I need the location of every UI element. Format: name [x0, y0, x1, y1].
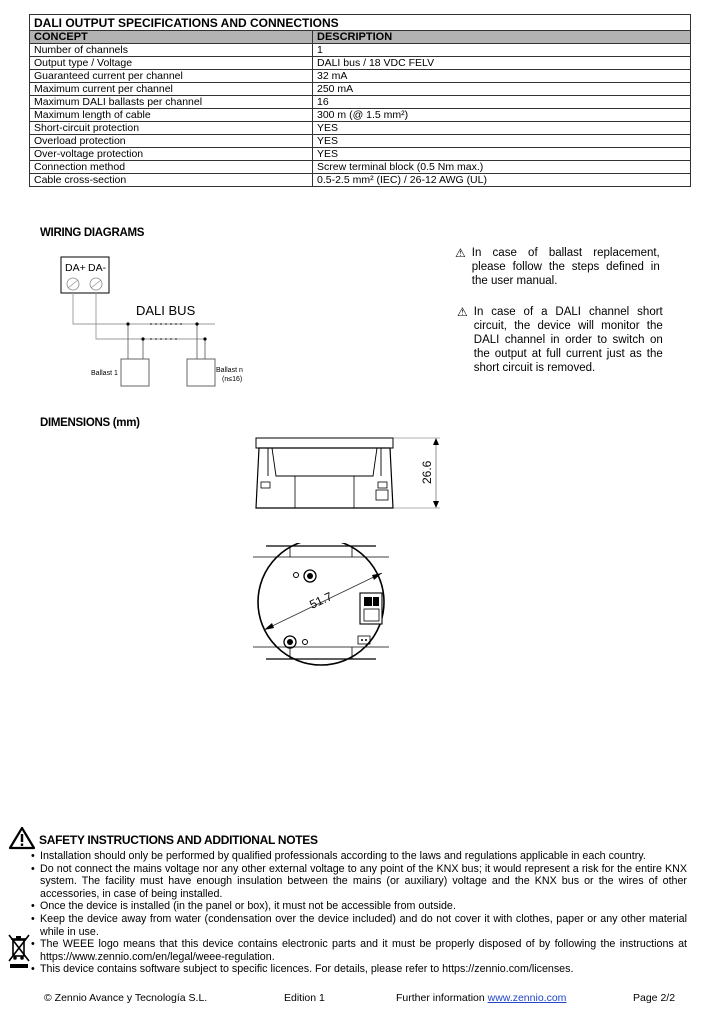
cell-description: YES — [313, 148, 691, 161]
table-row — [30, 174, 691, 187]
cell-description: Screw terminal block (0.5 Nm max.) — [313, 161, 691, 174]
cell-description: YES — [313, 135, 691, 148]
note-short-circuit — [457, 305, 663, 375]
footer-page-number: Page 2/2 — [633, 992, 676, 1004]
cell-description: 0.5-2.5 mm² (IEC) / 26-12 AWG (UL) — [313, 174, 691, 187]
weee-bin-icon — [8, 932, 30, 972]
list-item: • This device contains software subject to specific licences. For details, please refer to https://zennio.com/licenses. — [31, 963, 687, 976]
ballast-n-box — [187, 359, 215, 386]
ballast-n-label: Ballast n — [216, 367, 243, 374]
safety-list — [31, 850, 687, 976]
footer-edition: Edition 1 — [284, 992, 325, 1004]
note-text: In case of a DALI channel short circuit, the device will monitor the DALI channel in order to switch on the output at full current just as the short circuit is removed. — [473, 306, 663, 374]
cell-concept: Maximum current per channel — [30, 83, 313, 96]
height-dimension-label: 26.6 — [420, 460, 434, 484]
cell-concept: Maximum DALI ballasts per channel — [30, 96, 313, 109]
ballast-n-limit: (n≤16) — [222, 376, 243, 383]
column-header-description: DESCRIPTION — [313, 31, 691, 44]
list-item: • Do not connect the mains voltage nor any other external voltage to any point of the KNX bus; it would represent a risk for the entire KNX system. The facility must have enough insulation between the mains (or auxiliary) voltage and the KNX bus or the wires of other accessories, in case of being installed. — [31, 863, 687, 901]
cell-concept: Maximum length of cable — [30, 109, 313, 122]
cell-concept: Short-circuit protection — [30, 122, 313, 135]
footer-company: © Zennio Avance y Tecnología S.L. — [44, 992, 208, 1004]
column-header-concept: CONCEPT — [30, 31, 313, 44]
warning-icon — [8, 826, 36, 850]
spec-table-header — [30, 31, 691, 44]
table-row — [30, 148, 691, 161]
footer-further-prefix: Further information — [396, 992, 488, 1004]
cell-concept: Guaranteed current per channel — [30, 70, 313, 83]
dali-bus-label: DALI BUS — [136, 303, 196, 318]
note-text: In case of ballast replacement, please follow the steps defined in the user manual. — [471, 247, 660, 287]
table-row — [30, 122, 691, 135]
footer-further-info — [396, 992, 566, 1004]
cell-concept: Output type / Voltage — [30, 57, 313, 70]
cell-description: 250 mA — [313, 83, 691, 96]
table-row — [30, 57, 691, 70]
list-item: • Once the device is installed (in the panel or box), it must not be accessible from outside. — [31, 900, 687, 913]
table-row — [30, 44, 691, 57]
cell-concept: Number of channels — [30, 44, 313, 57]
dimensions-section-title: DIMENSIONS (mm) — [40, 417, 140, 429]
safety-section-title: SAFETY INSTRUCTIONS AND ADDITIONAL NOTES — [39, 833, 318, 847]
cell-description: DALI bus / 18 VDC FELV — [313, 57, 691, 70]
terminal-minus-label: DA- — [88, 262, 107, 274]
diameter-dimension-label: 51.7 — [307, 589, 335, 612]
list-item: • Installation should only be performed by qualified professionals according to the laws and regulations applicable in each country. — [31, 850, 687, 863]
warning-icon: ⚠ — [457, 305, 468, 319]
cell-description: 300 m (@ 1.5 mm²) — [313, 109, 691, 122]
cell-description: 1 — [313, 44, 691, 57]
cell-description: 16 — [313, 96, 691, 109]
note-ballast-replacement — [455, 246, 660, 288]
table-row — [30, 161, 691, 174]
cell-description: 32 mA — [313, 70, 691, 83]
warning-icon: ⚠ — [455, 246, 466, 260]
table-row — [30, 135, 691, 148]
ballast-1-box — [121, 359, 149, 386]
side-view-drawing — [250, 436, 450, 516]
ballast-1-label: Ballast 1 — [91, 370, 118, 377]
top-view-drawing — [250, 543, 400, 673]
spec-table-title: DALI OUTPUT SPECIFICATIONS AND CONNECTIONS — [30, 15, 691, 31]
list-item: • Keep the device away from water (condensation over the device included) and do not cover it with clothes, paper or any other material while in use. — [31, 913, 687, 938]
terminal-plus-label: DA+ — [65, 262, 86, 274]
cell-concept: Connection method — [30, 161, 313, 174]
footer-website-link[interactable]: www.zennio.com — [487, 992, 567, 1004]
list-item: • The WEEE logo means that this device contains electronic parts and it must be properly disposed of by following the instructions at https://www.zennio.com/en/legal/weee-regulation. — [31, 938, 687, 963]
cell-concept: Cable cross-section — [30, 174, 313, 187]
cell-concept: Over-voltage protection — [30, 148, 313, 161]
table-row — [30, 70, 691, 83]
wiring-diagram — [55, 255, 255, 415]
spec-table-title-row — [30, 15, 691, 31]
wiring-section-title: WIRING DIAGRAMS — [40, 227, 145, 239]
cell-description: YES — [313, 122, 691, 135]
spec-table — [29, 14, 691, 187]
cell-concept: Overload protection — [30, 135, 313, 148]
table-row — [30, 109, 691, 122]
table-row — [30, 83, 691, 96]
table-row — [30, 96, 691, 109]
